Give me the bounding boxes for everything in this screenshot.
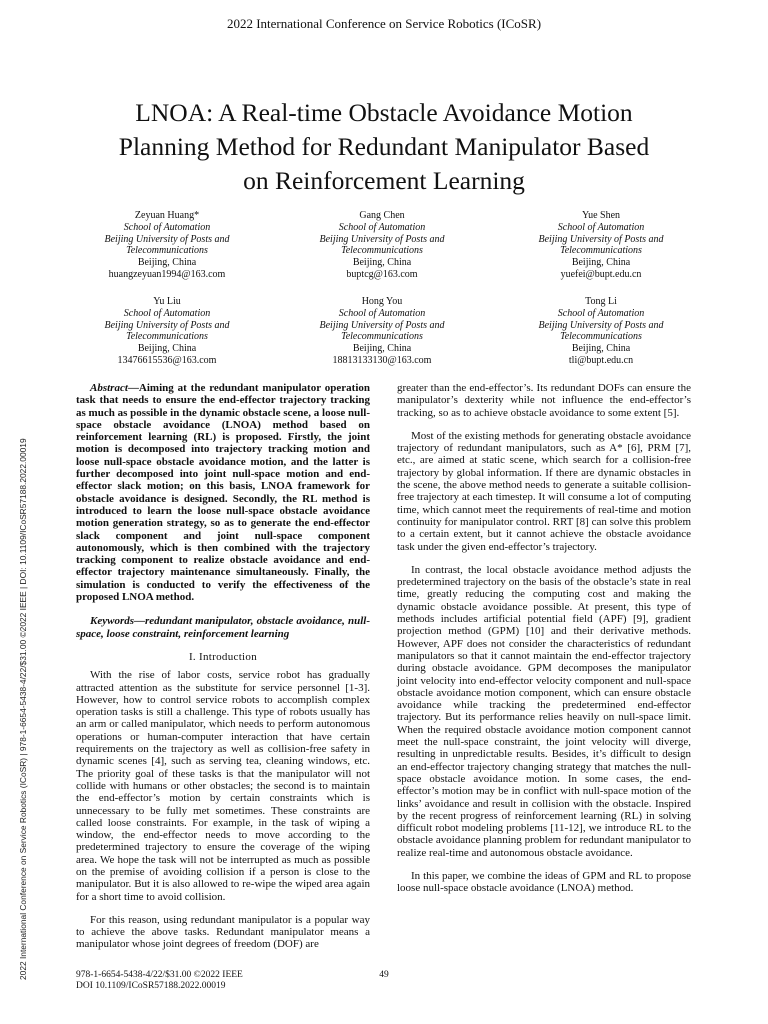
author-block — [52, 296, 282, 367]
author-email: 13476615536@163.com — [117, 354, 217, 366]
author-university: Beijing University of Posts and — [104, 319, 230, 331]
author-email: tli@bupt.edu.cn — [568, 354, 634, 366]
keywords: Keywords—redundant manipulator, obstacle avoidance, null-space, loose constraint, reinforcement learning — [76, 615, 370, 640]
body-paragraph: With the rise of labor costs, service robot has gradually attracted attention as the substitute for service personnel [1-3]. However, how to control service robots to accomplish complex operation tasks is still a challenge. This type of robots usually has an arm or called manipulator, which needs to perform autonomous operations or human-computer interaction that have certain requirements on the trajectory as well as collision-free safety in dynamic scenes [4], such as serving tea, cleaning windows, etc. The priority goal of these tasks is that the manipulator will not collide with humans or other obstacles; the second is to maintain the end-effector’s motion by certain constraints which is unnecessary to be fully met sometimes. These constraints are called loose constraints. For example, in the task of wiping a window, the end-effector needs to move according to the predetermined trajectory to ensure the coverage of the wiping area. We hope the task will not be interrupted as much as possible on the premise of avoiding collision if a person is close to the manipulator. But it is also allowed to re-wipe the wiped area again for a short time to avoid collision. — [76, 669, 370, 903]
author-location: Beijing, China — [571, 343, 631, 355]
author-university: Telecommunications — [126, 245, 208, 257]
author-block — [267, 210, 497, 281]
author-email: buptcg@163.com — [346, 268, 418, 280]
author-block — [486, 210, 716, 281]
footer-isbn: 978-1-6654-5438-4/22/$31.00 ©2022 IEEE — [76, 970, 243, 980]
paper-title — [40, 96, 728, 198]
author-university: Telecommunications — [341, 245, 423, 257]
author-email: huangzeyuan1994@163.com — [108, 268, 226, 280]
author-name: Yu Liu — [153, 296, 181, 307]
author-school: School of Automation — [123, 221, 211, 233]
author-location: Beijing, China — [352, 343, 412, 355]
author-name: Hong You — [361, 296, 403, 307]
author-block — [52, 210, 282, 281]
title-line: on Reinforcement Learning — [243, 166, 525, 195]
body-paragraph: In this paper, we combine the ideas of GPM and RL to propose loose null-space obstacle avoidance (LNOA) method. — [397, 869, 691, 895]
author-university: Beijing University of Posts and — [538, 233, 664, 245]
abstract-text: —Aiming at the redundant manipulator operation task that needs to ensure the end-effector trajectory tracking as much as possible in the dynamic obstacle scene, a loose null-space obstacle avoidance (LNOA) method based on reinforcement learning (RL) is proposed. Firstly, the joint motion is decomposed into trajectory tracking motion and loose null-space obstacle avoidance motion, and the latter is further decomposed into joint null-space motion and end-effector slack motion; on this basis, LNOA framework for obstacle avoidance is designed. Secondly, the RL method is introduced to learn the loose null-space obstacle avoidance motion generation strategy, so as to generate the end-effector slack component and joint null-space component autonomously, which is then combined with the trajectory tracking component to realize obstacle avoidance and end-effector trajectory maintenance simultaneously. Finally, the simulation is conducted to verify the effectiveness of the proposed LNOA method. — [76, 382, 370, 604]
author-email: yuefei@bupt.edu.cn — [560, 268, 642, 280]
author-university: Telecommunications — [560, 331, 642, 343]
body-paragraph: In contrast, the local obstacle avoidance method adjusts the predetermined trajectory on the basis of the obstacle’s state in real time, greatly reducing the computing cost and making the dynamic obstacle avoidance possible. At present, this type of methods includes artificial potential field (APF) [9], gradient projection method (GPM) [10] and their derivative methods. However, APF does not consider the characteristics of redundant manipulators so that it cannot maintain the end-effector trajectory during obstacle avoidance. GPM decomposes the manipulator joint velocity into end-effector velocity component and null-space obstacle avoidance motion component, which can ensure obstacle avoidance while tracking the predetermined end-effector trajectory. But its performance relies heavily on null-space limit. When the required obstacle avoidance motion component cannot meet the null-space constraint, the joint velocity will diverge, resulting in unpredictable results. Besides, it’s difficult to design an end-effector trajectory changing strategy that matches the null-space obstacle avoidance motion. In some cases, the end-effector’s motion may be in conflict with null-space motion of the links’ avoidance and result in collision with the obstacle. Inspired by the recent progress of reinforcement learning (RL) in solving difficult robot modeling problems [11-12], we introduce RL to the obstacle avoidance planning problem for redundant manipulator to realize real-time and autonomous obstacle avoidance. — [397, 563, 691, 859]
left-column — [76, 382, 370, 951]
title-line: LNOA: A Real-time Obstacle Avoidance Motion — [135, 98, 633, 127]
conference-header: 2022 International Conference on Service Robotics (ICoSR) — [226, 16, 542, 31]
author-location: Beijing, China — [352, 257, 412, 269]
abstract-label: Abstract — [90, 382, 128, 394]
abstract — [76, 382, 370, 603]
author-block — [486, 296, 716, 367]
author-school: School of Automation — [557, 221, 645, 233]
body-paragraph: Most of the existing methods for generating obstacle avoidance trajectory of redundant manipulators, such as A* [6], PRM [7], etc., are aimed at static scene, which search for a collision-free trajectory by global information. If there are dynamic obstacles in the scene, the above method needs to generate a suitable collision-free trajectory at each timestep. It will consume a lot of computing time, which cannot meet the requirements of real-time and motion continuity for manipulator control. RRT [8] can solve this problem to a certain extent, but it cannot achieve the obstacle avoidance task under the given end-effector’s trajectory. — [397, 429, 691, 553]
author-school: School of Automation — [123, 307, 211, 319]
author-university: Beijing University of Posts and — [104, 233, 230, 245]
author-university: Telecommunications — [560, 245, 642, 257]
author-university: Telecommunications — [126, 331, 208, 343]
author-email: 18813133130@163.com — [332, 354, 432, 366]
author-location: Beijing, China — [571, 257, 631, 269]
page-number: 49 — [379, 970, 389, 980]
body-paragraph: greater than the end-effector’s. Its redundant DOFs can ensure the manipulator’s dexterity while not influence the end-effector’s tracking, so as to achieve obstacle avoidance to some extent [5]. — [397, 382, 691, 419]
body-paragraph: For this reason, using redundant manipulator is a popular way to achieve the above tasks. Redundant manipulator means a manipulator whose joint degrees of freedom (DOF) are — [76, 913, 370, 951]
author-location: Beijing, China — [137, 343, 197, 355]
author-name: Zeyuan Huang* — [134, 210, 200, 221]
author-name: Gang Chen — [359, 210, 405, 221]
author-location: Beijing, China — [137, 257, 197, 269]
doi-sidebar: 2022 International Conference on Service Robotics (ICoSR) | 978-1-6654-5438-4/22/$31.00 ©2022 IEEE | DOI: 10.1109/ICoSR57188.2022.00019 — [18, 438, 28, 980]
author-school: School of Automation — [338, 307, 426, 319]
author-university: Beijing University of Posts and — [319, 319, 445, 331]
author-university: Beijing University of Posts and — [538, 319, 664, 331]
author-school: School of Automation — [557, 307, 645, 319]
author-name: Yue Shen — [581, 210, 621, 221]
author-university: Beijing University of Posts and — [319, 233, 445, 245]
title-line: Planning Method for Redundant Manipulator Based — [118, 132, 650, 161]
footer-doi: DOI 10.1109/ICoSR57188.2022.00019 — [76, 981, 226, 991]
author-name: Tong Li — [585, 296, 617, 307]
author-university: Telecommunications — [341, 331, 423, 343]
section-heading: I. Introduction — [188, 650, 258, 663]
author-block — [267, 296, 497, 367]
author-school: School of Automation — [338, 221, 426, 233]
right-column — [397, 382, 691, 895]
